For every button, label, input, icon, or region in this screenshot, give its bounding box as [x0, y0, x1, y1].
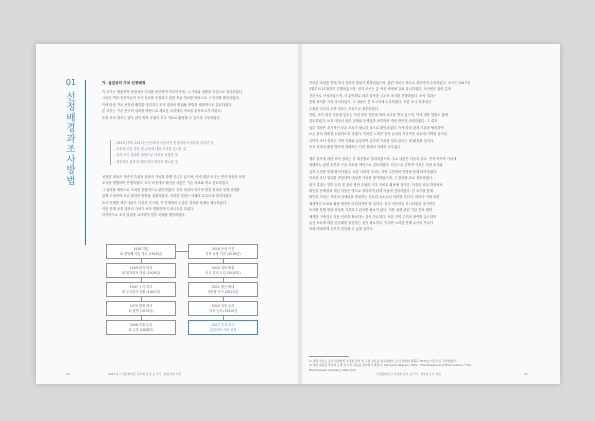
intro-paragraph	[102, 89, 288, 121]
text-line: 실측 도면을 통해 확인하였다. 또한 사회적 가치는 지역 주민과의 면담을 통해 파악하였다.	[309, 169, 438, 174]
text-line: 조사 단계별 세부 내용은 다음과 같으며, 각 단계에서 도출된 결과를 차례로 제시하였다.	[102, 200, 228, 205]
quote-line: - 어종과 어류 종류 및 분포에 대한 조사를 실시한 것	[114, 147, 186, 152]
text-line: 그동안 여러 전문가들이 조사 자료를 수집하고 관련 학술 자료를 바탕으로 그 의미를 확인하였다.	[102, 96, 240, 101]
flow-box	[188, 282, 258, 297]
flow-box	[188, 244, 258, 259]
text-line: 체계적인 보호와 활용 방안이 마련되어야 할 것이다. 특히 지속적인 모니터링과 정기적인	[309, 201, 436, 206]
text-line: 본 조사는 기존 연구의 성과를 바탕으로 새로운 시각에서 자료를 분석하고자 하였다.	[102, 109, 222, 114]
flow-box-title: 2017 추가 조사	[211, 322, 235, 327]
text-line: 이러한 조사 결과를 종합하여 대상별 가치를 평가하였으며, 그 결과를 표로 정리하였다.	[309, 176, 434, 181]
text-line: 조사 결과의 활용 방안에 대해서는 다음 장에서 자세히 다루었다.	[309, 145, 402, 150]
text-line: 종합 회의를 거쳐 정리되었고, 그 내용은 본 보고서에 수록하였다. 또한 조사 과정에서	[309, 100, 431, 105]
flow-box-title: 2008 지정 등록	[129, 322, 153, 327]
flow-box	[106, 244, 176, 259]
text-line: 이러한 과정을 통해 조사 대상의 범위가 확정되었으며, 관련 자료는 별도로 정리하여 수록하였다. 조사는 2017년	[309, 81, 471, 85]
flow-connector	[176, 251, 188, 252]
text-line: 전문가로 구성하였으며, 각 분야별로 세부 항목을 나누어 조사를 진행하였다. 조사 결과는	[309, 93, 437, 98]
flow-box-sub: 최 등록 (2008년)	[128, 327, 154, 332]
flow-box-title: 1970 합병 회사	[129, 303, 153, 308]
footnote-line: 2) 세부 내용은 부록의 도면 및 사진 자료를 참고하기 바란다. Cornelius Osgood, 1951, "The Koreans and Their Culture," The	[309, 363, 472, 368]
footnotes	[309, 359, 524, 372]
text-line: 함께 고려하여 보존 관리의 방향을 설정하였다. 이러한 결과는 아래의 흐름도에 정리하였다.	[102, 194, 233, 199]
text-line: 3월부터 11월까지 진행되었으며, 현지 조사는 총 여섯 차례에 걸쳐 실시하였다. 조사팀은 관련 분야	[309, 87, 451, 92]
text-line: 그 결과를 바탕으로 가치를 종합적으로 판단하였다. 특히 대상의 역사적 변천 과정과 현재 상태를	[102, 187, 240, 192]
text-line: 수집된 사진과 도면 자료는 부록으로 첨부하였다.	[309, 106, 379, 111]
text-line: 미래 세대에게 온전히 전달될 수 있을 것이다.	[309, 227, 374, 232]
text-line: 또한 조사 결과는 향후 관리 방안 수립의 기초 자료로 활용될 수 있도록 구성하였다.	[102, 115, 221, 120]
text-line: 이에 따라 가치 선정의 배경을 정리하고 조사 대상의 범위와 방법을 체계적으로 검토하였다.	[102, 102, 233, 107]
footnote-line: 1) 관련 자료는 조사 과정에서 수집한 문헌 및 구술 자료를 참고하였다. 조사 대상의 현황은 2017년 기준으로 작성하였다.	[309, 359, 457, 363]
chapter-title-vertical	[62, 78, 80, 187]
text-line: 세부 항목에 대한 조사 결과는 각 대상별로 정리하였으며, 주요 내용은 다음과 같다. 먼저 역사적 가치에	[309, 157, 457, 161]
flow-box-sub: 생산량 증가 (2011년)	[207, 289, 239, 294]
text-line: 선정된 대상은 자연적 특성과 문화적 가치를 함께 지니고 있으며, 이에 대한 조사는 현지 방문과 문헌	[102, 175, 246, 179]
chapter-title: 선정배경과 조사방법	[66, 91, 76, 187]
flow-box-title: 2015 설비 확충	[211, 265, 235, 270]
chapter-rule	[85, 80, 86, 245]
flow-box	[188, 301, 258, 316]
section-heading: 가. 실업상의 가치 선정배경	[102, 81, 146, 85]
flow-box-sub: 최 주식회사 전환 (1947년)	[121, 289, 161, 294]
running-footer-left: 2017년 근대문화유산 목록화 조사 보고서 · 실업상의 가치	[108, 372, 182, 376]
quote-list	[110, 140, 234, 165]
flow-box-title: 2010 상표 등록	[211, 303, 235, 308]
book-gutter	[297, 44, 303, 384]
flow-box	[106, 320, 176, 335]
text-line: 체계를 구축하고 전문 인력을 확보하는 것이 중요하다. 또한 지역 주민의 참여를 유도하여	[309, 214, 437, 219]
flow-box	[106, 301, 176, 316]
footnote-line: Ronald press company, New York.	[309, 367, 357, 372]
text-line: 검토하였다. 보호 대상의 관리 실태와 문제점을 파악하여 개선 방안을 마련하였다. 그 결과	[309, 119, 438, 124]
chapter-number: 01	[65, 78, 77, 87]
text-line: 평가 결과는 향후 등록 및 관리 방안 수립의 기초 자료로 활용될 것이다. 아울러 조사 과정에서	[309, 182, 443, 187]
flow-box	[106, 263, 176, 278]
page-number-left: 64	[66, 372, 70, 376]
flow-box-sub: 실업상의 가치 선정	[209, 327, 237, 332]
right-paragraph-1	[309, 80, 527, 150]
flow-box-title: 1929 합자 회사	[129, 265, 153, 270]
text-line: 유산 보호에 대한 공감대를 형성하는 것이 필요하다. 이러한 노력을 통해 유산의 가치가	[309, 221, 434, 226]
right-paragraph-2	[309, 156, 527, 233]
quote-line: - 현지 조사 결과를 바탕으로 대상을 선정한 것	[114, 153, 178, 158]
text-line: 이 조사는 생물학적 관점에서 가치를 판단하여 이루어지며, 그 가치와 내용을 중심으로 정리하였다.	[102, 90, 244, 94]
quote-line: - 1947년부터 2017년 산업에서 이루어진 선정대상의 변화를 정리한 것	[114, 141, 214, 145]
flow-box-title: 1947 주식 회사	[129, 284, 153, 289]
flow-box-sub: 최 첫번째 사업 개시 (1916년)	[119, 251, 163, 256]
flow-box-title: 1916 개업	[133, 246, 149, 251]
text-line: 한편, 조사 대상 가운데 일부는 이미 관련 법령에 따라 보호를 받고 있으며, 이에 대한 현황도 함께	[309, 113, 448, 118]
flow-box-sub: 신축 공장 이전 (2016년)	[205, 251, 241, 256]
timeline-flowchart	[106, 244, 281, 364]
flow-box-sub: 신규 설비 도입 (2015년)	[205, 270, 241, 275]
text-line: 일부 대상은 추가적인 보존 조치가 필요한 것으로 확인되었다. 이에 따라 관계 기관과 협의하여	[309, 125, 444, 130]
text-line: 보존 관리 계획을 수립하도록 하였다. 이러한 노력은 향후 유산의 지속적인 보호에 기여할 것이다.	[309, 132, 448, 137]
text-line: 확인된 가치는 지역의 정체성을 형성하는 중요한 요소로서 의미를 지닌다. 따라서 이에 대한	[309, 195, 440, 200]
flow-box-sub: 최 합병 (1970년)	[128, 308, 154, 313]
text-line: 나아가 조사 결과는 지역 사회와 공유하여 유산의 가치를 널리 알리는 데 활용될 것이다.	[309, 138, 435, 143]
flow-box	[188, 263, 258, 278]
running-footer-right: 근대문화유산 목록화 조사 보고서 · 제1장 조사 개요	[376, 372, 442, 376]
flow-box	[106, 282, 176, 297]
text-line: 이를 통해 선정 대상의 가치가 보다 명확하게 드러나도록 하였다.	[102, 207, 195, 212]
page-number-right: 65	[524, 372, 528, 376]
flow-box-title: 2011 생산 확대	[211, 284, 235, 289]
flow-box-title: 2016 공장 이전	[211, 246, 235, 251]
text-line: 대해서는 관련 문헌과 구술 자료를 바탕으로 검토하였다. 다음으로 건축적 가치는 현장 조사와	[309, 163, 443, 168]
text-line: 마지막으로 조사 결과를 요약하여 향후 과제를 제안하였다.	[102, 213, 186, 218]
text-line: 조사를 병행하여 진행하였다. 조사 과정에서 확인된 내용은 기존 자료와 비교 검토하였고,	[102, 181, 230, 186]
text-line: 조사를 통해 변화 양상을 기록하고 관리할 필요가 있다. 이를 위해 관련 기관 간의 협력	[309, 208, 432, 213]
quote-line: - 세부적인 항목에 대한 관리 방안을 제시한 것	[114, 159, 178, 164]
footnote-rule	[309, 356, 349, 357]
body-paragraph	[102, 174, 288, 219]
book-spread	[36, 44, 560, 384]
flow-box-sub: 최 합자회사 설립 (1929년)	[121, 270, 161, 275]
text-line: 확인된 문제점과 개선 사항은 별도로 정리하여 관계 기관에 전달하였다. 본 조사를 통해	[309, 189, 434, 194]
flow-box-sub: 상표 등록 (2010년)	[208, 308, 238, 313]
flow-box-highlight	[188, 320, 258, 335]
